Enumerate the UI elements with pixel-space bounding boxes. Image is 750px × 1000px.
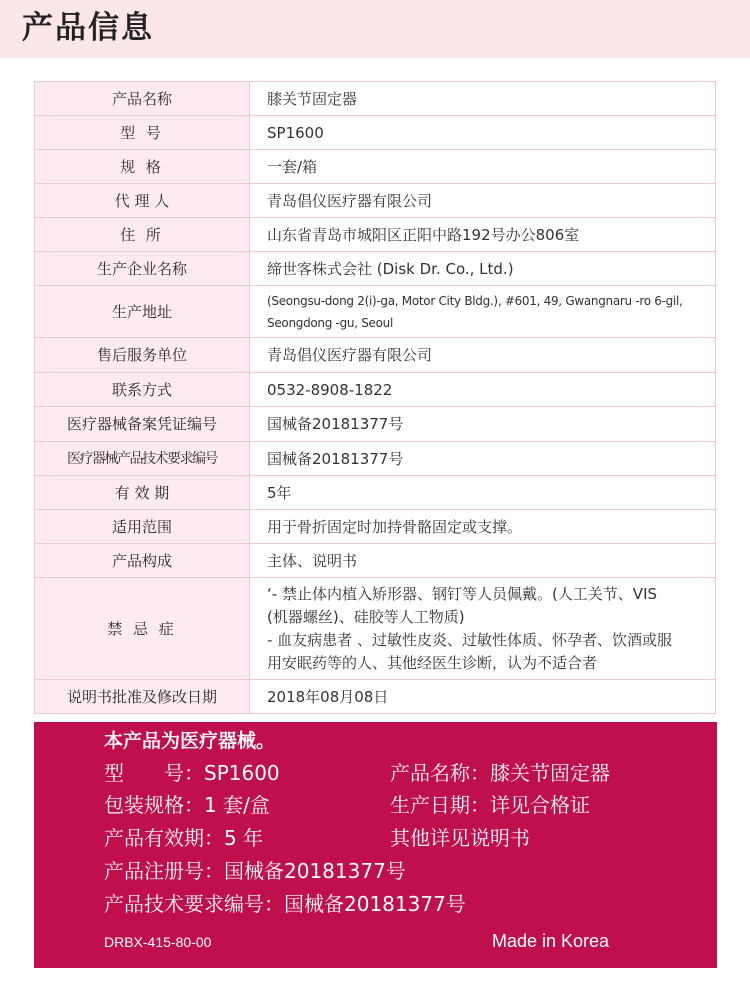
contraindication-line: 用安眠药等的人、其他经医生诊断，认为不适合者 bbox=[267, 653, 598, 672]
row-label: 售后服务单位 bbox=[35, 338, 250, 373]
table-row bbox=[35, 218, 716, 252]
banner-product-name: 产品名称：膝关节固定器 bbox=[390, 761, 610, 785]
row-label: 说明书批准及修改日期 bbox=[35, 680, 250, 714]
row-label: 禁 忌 症 bbox=[35, 578, 250, 680]
banner-tech-code: 产品技术要求编号：国械备20181377号 bbox=[104, 892, 466, 916]
row-value: 国械备20181377号 bbox=[250, 407, 716, 442]
row-value: 青岛倡仪医疗器有限公司 bbox=[250, 338, 716, 373]
table-row bbox=[35, 252, 716, 286]
row-label: 医疗器械备案凭证编号 bbox=[35, 407, 250, 442]
row-value: 青岛倡仪医疗器有限公司 bbox=[250, 184, 716, 218]
row-label: 联系方式 bbox=[35, 373, 250, 407]
row-value bbox=[250, 286, 716, 338]
table-row bbox=[35, 116, 716, 150]
table-row bbox=[35, 82, 716, 116]
table-row bbox=[35, 578, 716, 680]
product-info-table bbox=[34, 81, 716, 714]
banner-model: 型 号：SP1600 bbox=[104, 761, 280, 785]
document-code: DRBX-415-80-00 bbox=[104, 934, 212, 950]
table-row bbox=[35, 338, 716, 373]
row-label: 适用范围 bbox=[35, 510, 250, 544]
row-value: 0532-8908-1822 bbox=[250, 373, 716, 407]
address-line: (Seongsu-dong 2(i)-ga, Motor City Bldg.), #601, 49, Gwangnaru -ro 6-gil, bbox=[267, 293, 683, 308]
banner-intro: 本产品为医疗器械。 bbox=[104, 730, 276, 752]
made-in-label: Made in Korea bbox=[492, 931, 610, 951]
table-row bbox=[35, 442, 716, 476]
contraindication-line: ‘- 禁止体内植入矫形器、钢钉等人员佩戴。(人工关节、VIS bbox=[267, 584, 658, 603]
contraindication-line: (机器螺丝)、硅胶等人工物质) bbox=[267, 607, 465, 626]
row-label: 型 号 bbox=[35, 116, 250, 150]
row-value: SP1600 bbox=[250, 116, 716, 150]
row-label: 规 格 bbox=[35, 150, 250, 184]
contraindication-line: - 血友病患者 、过敏性皮炎、过敏性体质、怀孕者、饮酒或服 bbox=[267, 630, 672, 649]
table-row bbox=[35, 510, 716, 544]
row-value: 5年 bbox=[250, 476, 716, 510]
row-label: 医疗器械产品技术要求编号 bbox=[35, 442, 250, 476]
row-value: 2018年08月08日 bbox=[250, 680, 716, 714]
table-row bbox=[35, 476, 716, 510]
medical-device-banner bbox=[34, 722, 717, 968]
row-value: 国械备20181377号 bbox=[250, 442, 716, 476]
row-value: 一套/箱 bbox=[250, 150, 716, 184]
row-label: 产品名称 bbox=[35, 82, 250, 116]
address-line: Seongdong -gu, Seoul bbox=[267, 315, 394, 330]
table-row bbox=[35, 184, 716, 218]
row-label: 有 效 期 bbox=[35, 476, 250, 510]
row-label: 住 所 bbox=[35, 218, 250, 252]
row-label: 代 理 人 bbox=[35, 184, 250, 218]
row-value: 主体、说明书 bbox=[250, 544, 716, 578]
banner-registration: 产品注册号：国械备20181377号 bbox=[104, 859, 406, 883]
table-row bbox=[35, 680, 716, 714]
row-value: 用于骨折固定时加持骨骼固定或支撑。 bbox=[250, 510, 716, 544]
table-row bbox=[35, 150, 716, 184]
table-row bbox=[35, 544, 716, 578]
row-value: 膝关节固定器 bbox=[250, 82, 716, 116]
banner-validity: 产品有效期：5 年 bbox=[104, 826, 264, 850]
table-row bbox=[35, 407, 716, 442]
table-row bbox=[35, 373, 716, 407]
banner-production-date: 生产日期：详见合格证 bbox=[390, 793, 590, 817]
banner-other: 其他详见说明书 bbox=[390, 826, 530, 850]
page-title: 产品信息 bbox=[22, 10, 154, 46]
table-row bbox=[35, 286, 716, 338]
row-value bbox=[250, 578, 716, 680]
banner-package: 包装规格：1 套/盒 bbox=[104, 793, 270, 817]
row-label: 生产企业名称 bbox=[35, 252, 250, 286]
row-label: 生产地址 bbox=[35, 286, 250, 338]
row-value: 山东省青岛市城阳区正阳中路192号办公806室 bbox=[250, 218, 716, 252]
page-header bbox=[0, 0, 750, 58]
row-label: 产品构成 bbox=[35, 544, 250, 578]
row-value: 缔世客株式会社 (Disk Dr. Co., Ltd.) bbox=[250, 252, 716, 286]
